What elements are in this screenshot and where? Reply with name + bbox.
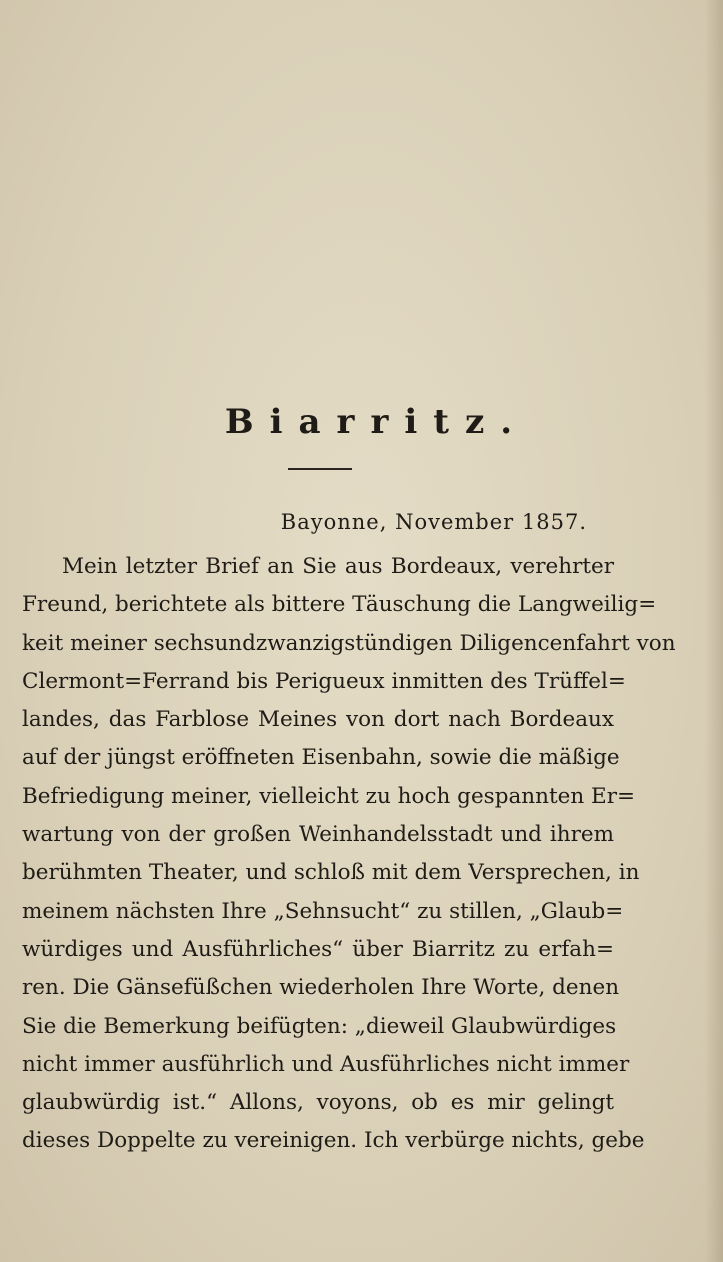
text-line: würdiges und Ausführliches“ über Biarritz zu erfah= [22, 936, 614, 962]
text-line: ren. Die Gänsefüßchen wiederholen Ihre Worte, denen [22, 975, 620, 1001]
text-line: nicht immer ausführlich und Ausführliches nicht immer [22, 1051, 630, 1077]
text-line: Mein letzter Brief an Sie aus Bordeaux, verehrter [62, 554, 614, 579]
dateline: Bayonne, November 1857. [280, 510, 587, 534]
body-text [22, 548, 676, 1161]
text-line: Clermont=Ferrand bis Perigueux inmitten des Trüffel= [22, 668, 626, 694]
text-line: Sie die Bemerkung beifügten: „dieweil Glaubwürdiges [22, 1013, 617, 1039]
text-line: landes, das Farblose Meines von dort nach Bordeaux [22, 707, 614, 733]
text-line: berühmten Theater, und schloß mit dem Versprechen, in [22, 860, 640, 886]
page-edge-shadow [705, 0, 723, 1262]
text-line: dieses Doppelte zu vereinigen. Ich verbürge nichts, gebe [22, 1128, 645, 1154]
text-line: auf der jüngst eröffneten Eisenbahn, sowie die mäßige [22, 745, 620, 771]
chapter-title: Biarritz. [224, 402, 529, 442]
text-line: wartung von der großen Weinhandelsstadt und ihrem [22, 822, 614, 848]
text-line: Freund, berichtete als bittere Täuschung die Langweilig= [22, 592, 657, 618]
title-rule [288, 468, 352, 470]
text-line: meinem nächsten Ihre „Sehnsucht“ zu stillen, „Glaub= [22, 898, 624, 924]
text-line: Befriedigung meiner, vielleicht zu hoch gespannten Er= [22, 783, 636, 809]
text-line: glaubwürdig ist.“ Allons, voyons, ob es mir gelingt [22, 1090, 614, 1116]
text-line: keit meiner sechsundzwanzigstündigen Diligencenfahrt von [22, 630, 676, 656]
